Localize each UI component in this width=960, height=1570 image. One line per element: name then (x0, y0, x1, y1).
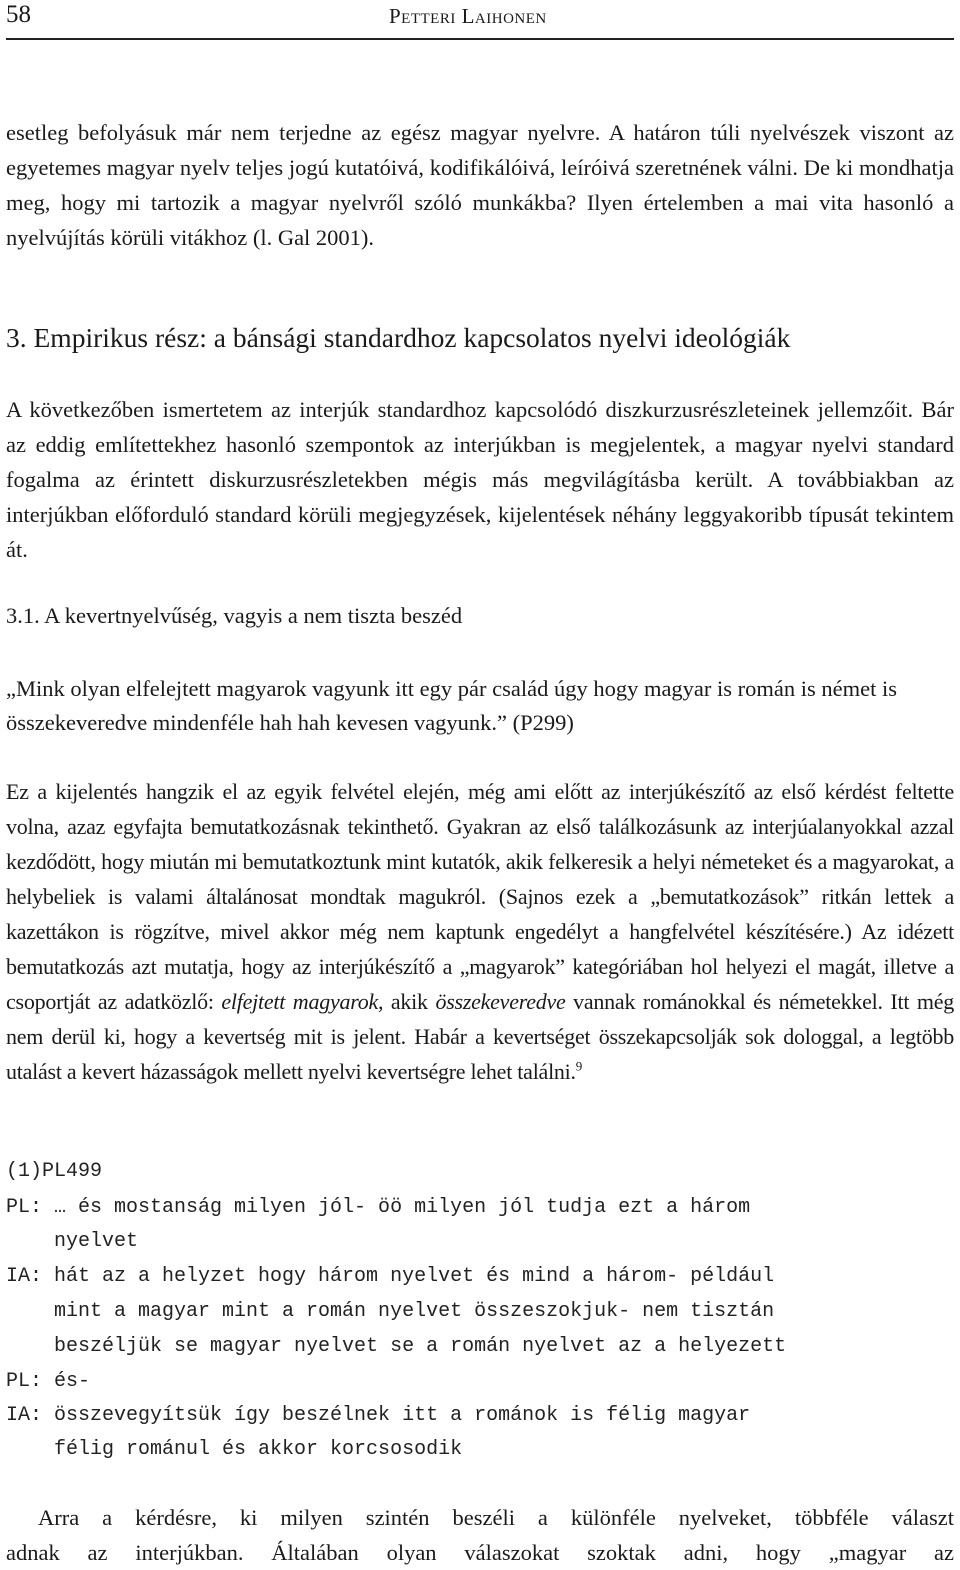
paragraph-3-italic-1: elfejtett magyarok, (221, 989, 384, 1014)
body-paragraph-1: esetleg befolyásuk már nem terjedne az egész magyar nyelvre. A határon túli nyelvészek viszont az egyetemes magyar nyelv teljes jogú kutatóivá, kodifikálóivá, leíróivá szeretnének válni. De ki mondhatja meg, hogy mi tartozik a magyar nyelvről szóló munkákba? Ilyen értelemben a mai vita hasonló a nyelvújítás körüli vitákhoz (l. Gal 2001). (6, 120, 954, 250)
page-number: 58 (6, 1, 31, 28)
paragraph-4-line-2: adnak az interjúkban. Általában olyan válaszokat szoktak adni, hogy „magyar az (6, 1540, 954, 1565)
transcript-line: nyelvet (6, 1230, 139, 1253)
body-paragraph-4 (6, 1500, 954, 1570)
paragraph-3-text-2: akik (390, 989, 428, 1014)
transcript-line: PL: … és mostanság milyen jól- öö milyen jól tudja ezt a három (6, 1196, 751, 1219)
transcript-line: PL: és- (6, 1370, 91, 1393)
transcript-line: beszéljük se magyar nyelvet se a román nyelvet az a helyezett (6, 1335, 787, 1358)
page-header (6, 0, 954, 40)
footnote-reference: 9 (575, 1058, 583, 1074)
paragraph-3-text-3: vannak románokkal és németekkel. Itt még nem derül ki, hogy a kevertség mit is jelent. Habár a kevertséget összekapcsolják sok dologgal, a legtöbb utalást a kevert házasságok mellett nyelvi kevertségre lehet találni. (6, 989, 955, 1084)
paragraph-3-italic-2: összekeveredve (435, 989, 566, 1014)
paragraph-4-line-1: Arra a kérdésre, ki milyen szintén beszéli a különféle nyelveket, többféle választ (38, 1505, 954, 1530)
paragraph-3-text-1: Ez a kijelentés hangzik el az egyik felvétel elején, még ami előtt az interjúkészítő az első kérdést feltette volna, azaz egyfajta bemutatkozásnak tekinthető. Gyakran az első találkozásunk az interjúalanyokkal azzal kezdődött, hogy miután mi bemutatkoztunk mint kutatók, akik felkeresik a helyi németeket és a magyarokat, a helybeliek is valami általánosat mondtak magukról. (Sajnos ezek a „bemutatkozások” ritkán lettek a kazettákon is rögzítve, mivel akkor még nem kaptunk engedélyt a hangfelvétel készítésére.) Az idézett bemutatkozás azt mutatja, hogy az interjúkészítő a „magyarok” kategóriában hol helyezi el magát, illetve a csoportját az adatközlő: (6, 779, 954, 1014)
section-heading: 3. Empirikus rész: a bánsági standardhoz kapcsolatos nyelvi ideológiák (6, 322, 791, 353)
transcript-line: IA: hát az a helyzet hogy három nyelvet és mind a három- például (6, 1265, 775, 1288)
transcript-line: IA: összevegyítsük így beszélnek itt a románok is félig magyar (6, 1404, 751, 1427)
interview-quote: „Mink olyan elfelejtett magyarok vagyunk itt egy pár család úgy hogy magyar is román is német is összekeveredve mindenféle hah hah kevesen vagyunk.” (P299) (6, 676, 898, 735)
subsection-heading: 3.1. A kevertnyelvűség, vagyis a nem tiszta beszéd (6, 603, 463, 628)
running-head: Petteri Laihonen (389, 4, 547, 28)
body-paragraph-2: A következőben ismertetem az interjúk standardhoz kapcsolódó diszkurzusrészleteinek jellemzőit. Bár az eddig említettekhez hasonló szempontok az interjúkban is megjelentek, a magyar nyelvi standard fogalma az érintett diskurzusrészletekben mégis más megvilágításba került. A továbbiakban az interjúkban előforduló standard körüli megjegyzések, kijelentések néhány leggyakoribb típusát tekintem át. (6, 397, 954, 562)
transcript-line: mint a magyar mint a román nyelvet összeszokjuk- nem tisztán (6, 1300, 775, 1323)
transcript-line: (1)PL499 (6, 1160, 103, 1183)
body-paragraph-3 (6, 774, 954, 1089)
transcript-line: félig románul és akkor korcsosodik (6, 1438, 463, 1461)
